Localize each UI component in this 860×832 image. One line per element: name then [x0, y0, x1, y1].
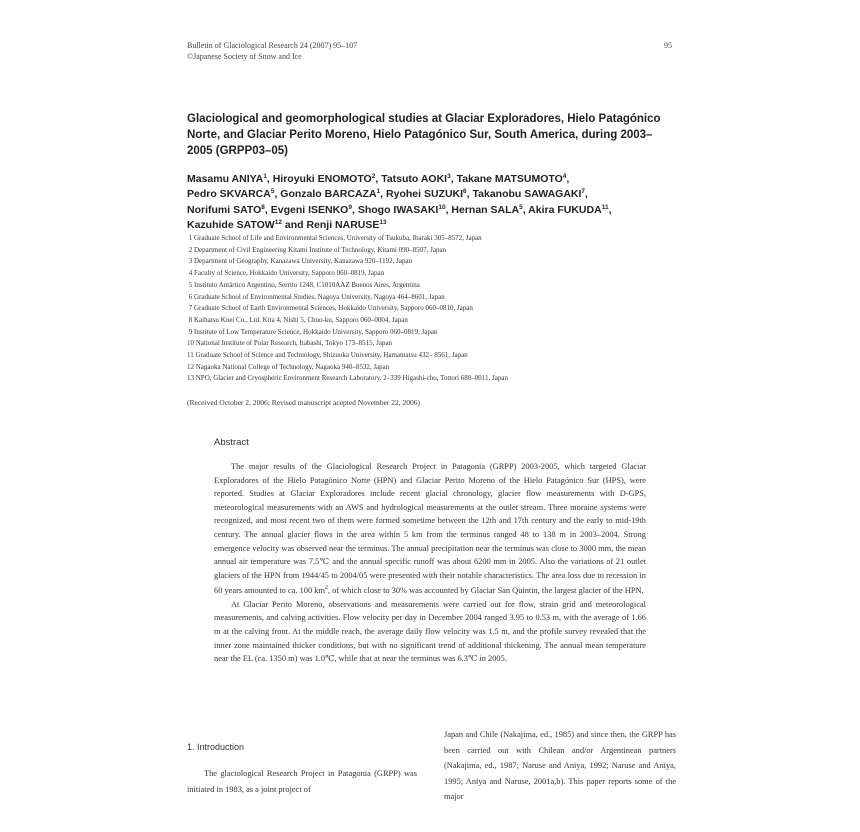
author-affiliation-mark: 9 — [348, 203, 352, 211]
author-separator: , — [375, 173, 382, 185]
affiliation-item: 10 National Institute of Polar Research, Itabashi, Tokyo 173–8515, Japan — [187, 339, 393, 348]
affiliation-item: 7 Graduate School of Earth Environmental Sciences, Hokkaido University, Sapporo 060–0810, Japan — [187, 304, 473, 313]
author-separator: , — [566, 173, 570, 185]
affiliation-item: 8 Kaihatsu Koei Co., Ltd. Kita 4, Nishi 5, Chuo-ku, Sapporo 060–0004, Japan — [187, 315, 408, 324]
affiliation-item: 1 Graduate School of Life and Environmental Sciences, University of Tsukuba, Ibaraki 305–8572, Japan — [187, 234, 482, 242]
author-affiliation-mark: 6 — [463, 188, 467, 196]
affiliation-item: 4 Faculty of Science, Hokkaido University, Sapporo 060–0819, Japan — [187, 269, 385, 278]
author-name: Shogo IWASAKI — [357, 203, 439, 216]
author-separator: , — [522, 203, 529, 216]
affiliation-item: 9 Institute of Low Temperature Science, Hokkaido University, Sapporo 060–0819, Japan — [187, 327, 438, 336]
journal-citation: Bulletin of Glaciological Research 24 (2007) 95–107 — [187, 41, 358, 50]
society-copyright: ©Japanese Society of Snow and Ice — [187, 52, 302, 61]
author-affiliation-mark: 1 — [376, 188, 381, 196]
affiliation-item: 6 Graduate School of Environmental Studies, Nagoya University, Nagoya 464–8601, Japan — [187, 292, 445, 301]
author-name: Takanobu SAWAGAKI — [472, 188, 582, 201]
author-affiliation-mark: 7 — [581, 188, 586, 196]
author-separator: , — [351, 203, 358, 216]
author-name: Gonzalo BARCAZA — [280, 188, 377, 201]
received-dates: (Received October 2, 2006; Revised manuscript acepted November 22, 2006) — [187, 398, 421, 407]
author-affiliation-mark: 1 — [263, 173, 267, 180]
intro-paragraph-right: Japan and Chile (Nakajima, ed., 1985) and since then, the GRPP has been carried out with Chilean and/or Argentinean partners (Nakajima, ed., 1987; Naruse and Aniya, 1992; Naruse and Aniya, 1995; Aniya and Naruse, 2001a,b). This paper reports some of the major — [444, 730, 676, 801]
author-name: Masamu ANIYA — [187, 173, 264, 185]
section-heading-introduction: 1. Introduction — [187, 742, 245, 752]
author-name: Akira FUKUDA — [528, 203, 602, 216]
author-separator: and — [281, 218, 307, 231]
author-name: Hiroyuki ENOMOTO — [272, 173, 372, 185]
affiliation-item: 2 Department of Civil Engineering Kitami Institute of Technology, Kitami 090–8507, Japan — [187, 245, 447, 254]
author-name: Tatsuto AOKI — [381, 173, 448, 185]
author-affiliation-mark: 12 — [274, 218, 282, 226]
body-column-right — [444, 727, 676, 805]
author-list — [187, 172, 677, 233]
author-name: Norifumi SATO — [187, 203, 262, 216]
author-name: Ryohei SUZUKI — [386, 188, 464, 201]
abstract-paragraph-1: The major results of the Glaciological Research Project in Patagonia (GRPP) 2003-2005, which targeted Glaciar Exploradores of the Hielo Patagónico Norte (HPN) and Glaciar Perito Moreno of the Hielo Patagónico Sur (HPS), were reported. Studies at Glaciar Exploradores include recent glacial chronology, glacier flow measurements with D-GPS, meteorological measurements with an AWS and hydrological measurements at the outlet stream. Three moraine systems were recognized, and most recent two of them were formed sometime between the 12th and 17th century and the early to mid-19th century. The annual glacier flows in the area within 5 km from the terminus ranged 48 to 138 m in 2003–2004. Strong emergence velocity was observed near the terminus. The annual precipitation near the terminus was close to 3000 mm, the mean annual air temperature was 7.5℃ and the annual specific runoff was about 6200 mm in 2005. Also the variations of 21 outlet glaciers of the HPN from 1944/45 to 2004/05 were presented with their notable characteristics. The area loss due to recession in 60 years amounted to ca. 100 $km^2$, of which close to 30% was accounted by Glaciar San Quintin, the largest glacier of the HPN. — [214, 462, 646, 596]
author-name: Takane MATSUMOTO — [456, 173, 563, 185]
page-number: 95 — [664, 41, 672, 50]
author-name: Evgeni ISENKO — [270, 203, 349, 216]
affiliation-item: 12 Nagaoka National College of Technology, Nagaoka 940–8532, Japan — [187, 362, 390, 371]
affiliation-list — [187, 233, 677, 385]
author-name: Hernan SALA — [451, 203, 520, 216]
author-affiliation-mark: 3 — [447, 173, 451, 180]
author-affiliation-mark: 11 — [601, 203, 609, 211]
author-separator: , — [466, 188, 473, 201]
abstract-heading: Abstract — [214, 437, 249, 448]
author-separator: , — [608, 203, 612, 216]
affiliation-item: 5 Instituto Antártico Argentino, Serrito 1248, C1010AAZ Buenos Aires, Argentina — [187, 280, 420, 289]
abstract-paragraph-2: At Glaciar Perito Moreno, observations and measurements were carried out for flow, strain grid and meteorological measurements, and calving activities. Flow velocity per day in December 2004 ranged 3.95 to 0.53 m, with the average of 1.66 m at the calving front. At the middle reach, the average daily flow velocity was 1.5 m, and the profile survey revealed that the inner zone maintained thicker conditions, but with no significant trend of additional thickening. The annual mean temperature near the EL (ca. 1350 m) was 1.0℃, while that at near the terminus was 6.3℃ in 2005. — [214, 599, 646, 664]
author-affiliation-mark: 13 — [379, 218, 387, 226]
author-separator: , — [585, 188, 588, 201]
author-separator: , — [266, 173, 273, 185]
author-separator: , — [450, 173, 457, 185]
author-affiliation-mark: 2 — [371, 173, 376, 180]
author-separator: , — [445, 203, 452, 216]
author-separator: , — [274, 188, 281, 201]
author-affiliation-mark: 8 — [261, 203, 265, 211]
author-name: Renji NARUSE — [306, 218, 380, 231]
body-column-left — [187, 766, 417, 797]
author-name: Pedro SKVARCA — [187, 188, 271, 201]
author-name: Kazuhide SATOW — [187, 218, 275, 231]
author-affiliation-mark: 5 — [519, 203, 523, 211]
affiliation-item: 11 Graduate School of Science and Technology, Shizuoka University, Hamamatsu 432– 8561, Japan — [187, 351, 468, 360]
author-affiliation-mark: 5 — [270, 188, 275, 196]
affiliation-item: 3 Department of Geography, Kanazawa University, Kanazawa 920–1192, Japan — [187, 257, 413, 266]
author-separator: , — [380, 188, 387, 201]
affiliation-item: 13 NPO, Glacier and Cryospheric Environment Research Laboratory, 2–339 Higashi-cho, Tottori 680–0011, Japan — [187, 374, 508, 383]
author-affiliation-mark: 10 — [438, 203, 446, 211]
author-affiliation-mark: 4 — [562, 173, 567, 180]
journal-header — [187, 40, 357, 62]
abstract-body — [214, 460, 646, 666]
paper-title: Glaciological and geomorphological studies at Glaciar Exploradores, Hielo Patagónico Norte, and Glaciar Perito Moreno, Hielo Patagónico Sur, South America, during 2003–2005 (GRPP03–05) — [187, 113, 661, 157]
intro-paragraph-left: The glaciological Research Project in Patagonia (GRPP) was initiated in 1983, as a joint project of — [187, 769, 417, 794]
author-separator: , — [264, 203, 271, 216]
